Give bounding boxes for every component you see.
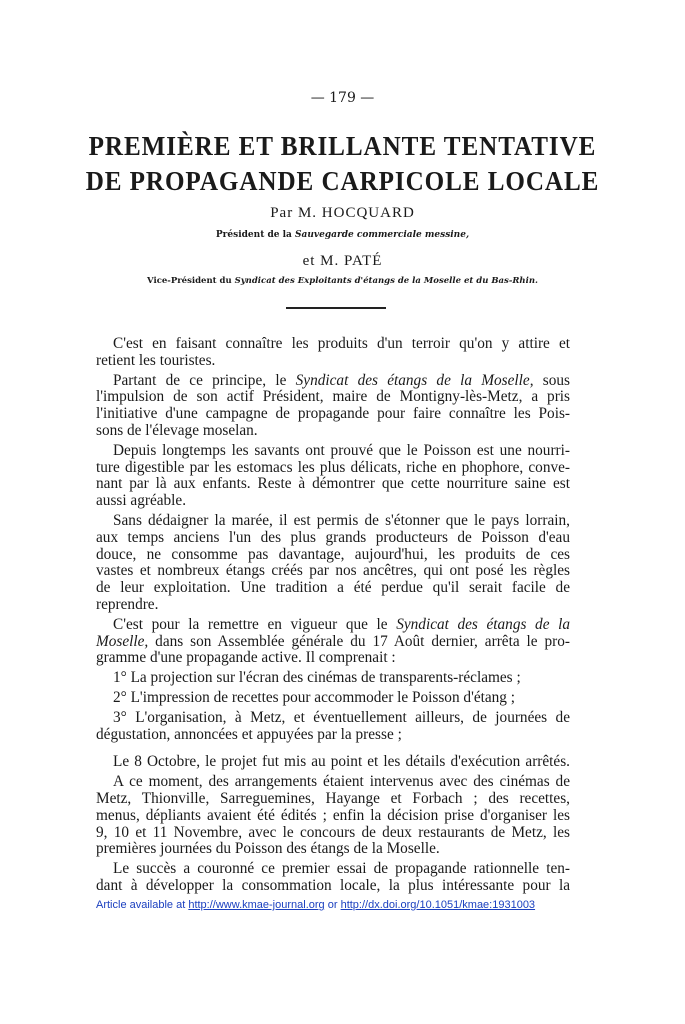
text-line xyxy=(96,634,570,651)
text-line xyxy=(96,563,570,580)
text: sous xyxy=(533,371,570,389)
affiliation-org: Syndicat des Exploitants d'étangs de la Moselle et du Bas-Rhin. xyxy=(234,276,538,286)
text: dans son Assemblée générale du 17 Août dernier, arrêta le pro- xyxy=(148,632,570,650)
text-line xyxy=(96,443,570,460)
affiliation-org: Sauvegarde commerciale messine, xyxy=(295,230,470,240)
text-line xyxy=(96,580,570,597)
author-1: Par M. HOCQUARD xyxy=(270,205,415,221)
text: gramme d'une propagande active. Il comprenait : xyxy=(96,649,396,667)
affiliation-text: Vice-Président du xyxy=(147,276,235,286)
text: Sans dédaigner la marée, il est permis de s'étonner que le pays lorrain, xyxy=(113,511,570,529)
author-1-affiliation xyxy=(0,230,685,240)
text: sons de l'élevage moselan. xyxy=(96,421,258,439)
separator-rule xyxy=(286,307,386,309)
text-line xyxy=(96,727,570,744)
text-line xyxy=(96,547,570,564)
title-line-2: DE PROPAGANDE CARPICOLE LOCALE xyxy=(85,166,600,196)
text: aux temps anciens l'un des plus grands producteurs de Poisson d'eau xyxy=(96,528,570,546)
text: 1° La projection sur l'écran des cinémas de transparents-réclames ; xyxy=(113,669,521,687)
text: de leur exploitation. Une tradition a été perdue qu'il serait facile de xyxy=(96,579,570,597)
text-line xyxy=(96,808,570,825)
text-line xyxy=(96,825,570,842)
doi-link[interactable]: http://dx.doi.org/10.1051/kmae:1931003 xyxy=(340,899,536,911)
footer-text: Article available at xyxy=(96,899,189,911)
affiliation-text: Président de la xyxy=(215,230,296,240)
text-line xyxy=(96,460,570,477)
footer-availability xyxy=(96,899,535,911)
text: nant par là aux enfants. Reste à démontrer que cette nourriture saine est xyxy=(96,475,570,493)
text: vastes et nombreux étangs créés par nos ancêtres, qui ont posé les règles xyxy=(96,562,570,580)
text: ture digestible par les estomacs les plus délicats, riche en phophore, conve- xyxy=(96,458,570,476)
text: douce, ne consomme pas davantage, aujourd'hui, les produits de ces xyxy=(96,545,570,563)
text-line xyxy=(96,597,570,614)
text: menus, dépliants avaient été édités ; enfin la décision prise d'organiser les xyxy=(96,806,570,824)
footer-text: or xyxy=(324,899,341,911)
text-line xyxy=(96,841,570,858)
text: dant à développer la consommation locale, la plus intéressante pour la xyxy=(96,876,570,894)
text: l'impulsion de son actif Président, maire de Montigny-lès-Metz, a pris xyxy=(96,388,570,406)
text-line xyxy=(96,774,570,791)
text: retient les touristes. xyxy=(96,351,216,369)
text-line xyxy=(96,336,570,353)
text-line xyxy=(96,690,570,707)
text: 2° L'impression de recettes pour accommoder le Poisson d'étang ; xyxy=(113,688,516,706)
text: reprendre. xyxy=(96,595,159,613)
text: C'est pour la remettre en vigueur que le xyxy=(113,615,397,633)
text-line xyxy=(96,878,570,895)
text-line xyxy=(96,513,570,530)
text: Depuis longtemps les savants ont prouvé que le Poisson est une nourri- xyxy=(113,441,570,459)
text: 9, 10 et 11 Novembre, avec le concours de deux restaurants de Metz, les xyxy=(96,823,570,841)
text: l'initiative d'une campagne de propagande pour faire connaître les Pois- xyxy=(96,405,570,423)
text-line xyxy=(96,791,570,808)
text-line xyxy=(96,710,570,727)
text: C'est en faisant connaître les produits d'un terroir qu'on y attire et xyxy=(113,335,570,352)
text-line xyxy=(96,373,570,390)
text: A ce moment, des arrangements étaient intervenus avec des cinémas de xyxy=(113,773,570,791)
text-line xyxy=(96,406,570,423)
italic-text: Syndicat des étangs de la Moselle, xyxy=(295,371,534,389)
text-line xyxy=(96,650,570,667)
text-line xyxy=(96,493,570,510)
text-line xyxy=(96,423,570,440)
text-line xyxy=(96,617,570,634)
text: dégustation, annoncées et appuyées par la presse ; xyxy=(96,725,402,743)
journal-link[interactable]: http://www.kmae-journal.org xyxy=(188,899,325,911)
author-2: et M. PATÉ xyxy=(302,253,383,269)
text: Metz, Thionville, Sarreguemines, Hayange et Forbach ; des recettes, xyxy=(96,789,570,807)
text: aussi agréable. xyxy=(96,492,187,510)
text-line xyxy=(96,754,570,771)
italic-text: Moselle, xyxy=(96,632,149,650)
text: 3° L'organisation, à Metz, et éventuellement ailleurs, de journées de xyxy=(113,708,570,726)
text: Le 8 Octobre, le projet fut mis au point et les détails d'exécution arrêtés. xyxy=(113,753,570,771)
text-line xyxy=(96,670,570,687)
italic-text: Syndicat des étangs de la xyxy=(396,615,570,633)
title-line-1: PREMIÈRE ET BRILLANTE TENTATIVE xyxy=(88,131,597,161)
text: Partant de ce principe, le xyxy=(113,371,296,389)
text-line xyxy=(96,353,570,370)
text-line xyxy=(96,530,570,547)
text-line xyxy=(96,389,570,406)
author-2-affiliation xyxy=(0,276,685,286)
article-body xyxy=(96,333,570,895)
text-line xyxy=(96,861,570,878)
text-line xyxy=(96,476,570,493)
text: Le succès a couronné ce premier essai de propagande rationnelle ten- xyxy=(113,860,570,878)
text: premières journées du Poisson des étangs de la Moselle. xyxy=(96,840,440,858)
page-number: — 179 — xyxy=(310,90,375,106)
